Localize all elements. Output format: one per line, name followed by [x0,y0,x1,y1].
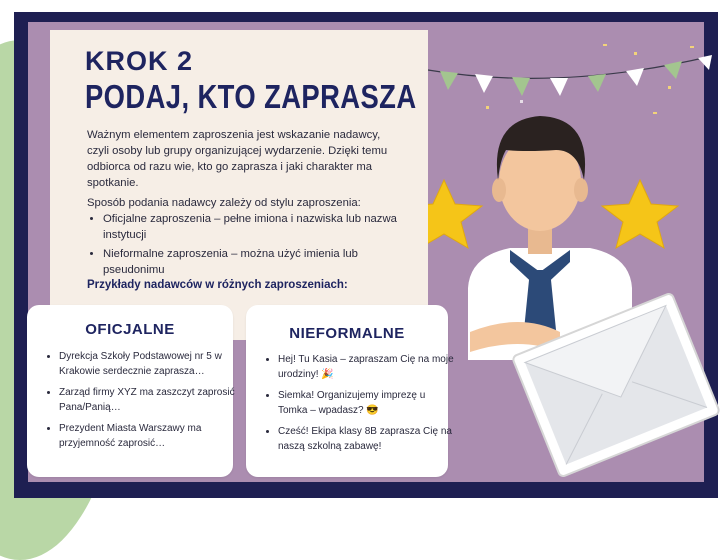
style-intro: Sposób podania nadawcy zależy od stylu zaproszenia: [87,197,361,209]
list-item: • Zarząd firmy XYZ ma zaszczyt zaprosić Pana/Panią… [59,385,239,415]
style-item-official: • Oficjalne zaproszenia – pełne imiona i nazwiska lub nazwa instytucji [103,211,402,243]
examples-heading: Przykłady nadawców w różnych zaproszeniach: [87,279,348,291]
official-card-title: OFICJALNE [85,321,175,338]
official-card [27,305,233,477]
list-item: • Prezydent Miasta Warszawy ma przyjemność zaprosić… [59,421,239,451]
style-list [87,211,402,281]
style-item-informal: • Nieformalne zaproszenia – można użyć imienia lub pseudonimu [103,246,402,278]
bunting-icon [428,55,712,96]
star-icon [602,180,678,248]
informal-card-title: NIEFORMALNE [289,325,405,342]
list-item: • Hej! Tu Kasia – zapraszam Cię na moje urodziny! 🎉 [278,352,454,382]
informal-card [246,305,454,477]
list-item: • Dyrekcja Szkoły Podstawowej nr 5 w Krakowie serdecznie zaprasza… [59,349,239,379]
list-item: • Cześć! Ekipa klasy 8B zaprasza Cię na naszą szkolną zabawę! [278,424,454,454]
page-title: PODAJ, KTO ZAPRASZA [85,78,417,115]
step-label: KROK 2 [85,46,194,76]
intro-paragraph: Ważnym elementem zaproszenia jest wskazanie nadawcy, czyli osoby lub grupy organizującej wydarzenie. Dzięki temu odbiorca od razu wie, kto go zaprasza i jaki charakter ma spotkanie. [87,129,388,189]
list-item: • Siemka! Organizujemy imprezę u Tomka – wpadasz? 😎 [278,388,454,418]
